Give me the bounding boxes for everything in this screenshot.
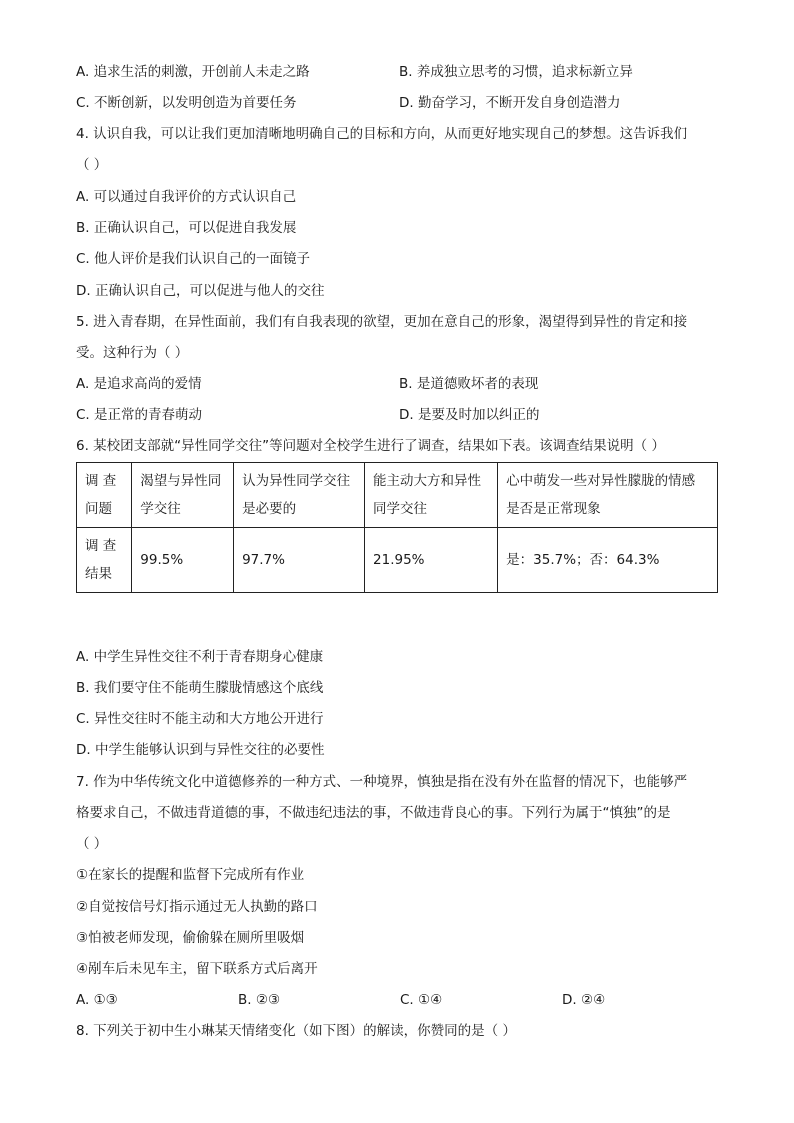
q7-item-1: ①在家长的提醒和监督下完成所有作业 [76, 867, 305, 883]
cell-text: 能主动大方和异性 同学交往 [373, 473, 482, 517]
cell-text: 21.95% [373, 552, 425, 568]
table-cell [234, 528, 365, 593]
table-cell [365, 463, 498, 528]
q5-option-b[interactable]: B. 是道德败坏者的表现 [399, 376, 539, 392]
q6-stem: 6. 某校团支部就“异性同学交往”等问题对全校学生进行了调查，结果如下表。该调查结果说明（ ） [76, 438, 665, 454]
table-row [77, 528, 718, 593]
q5-option-c[interactable]: C. 是正常的青春萌动 [76, 407, 203, 423]
q7-option-b[interactable]: B. ②③ [238, 992, 281, 1008]
q6-option-a[interactable]: A. 中学生异性交往不利于青春期身心健康 [76, 649, 324, 665]
q7-stem-line-2: 格要求自己，不做违背道德的事，不做违纪违法的事，不做违背良心的事。下列行为属于“慎独”的是 [76, 805, 671, 821]
table-cell [365, 528, 498, 593]
q4-option-d[interactable]: D. 正确认识自己，可以促进与他人的交往 [76, 283, 325, 299]
q6-option-c[interactable]: C. 异性交往时不能主动和大方地公开进行 [76, 711, 324, 727]
q4-stem-line-1: 4. 认识自我，可以让我们更加清晰地明确自己的目标和方向，从而更好地实现自己的梦想。这告诉我们 [76, 126, 688, 142]
q4-option-c[interactable]: C. 他人评价是我们认识自己的一面镜子 [76, 251, 311, 267]
cell-text: 是：35.7%；否：64.3% [506, 552, 660, 568]
table-cell [132, 528, 234, 593]
table-cell [498, 463, 718, 528]
q4-option-a[interactable]: A. 可以通过自我评价的方式认识自己 [76, 189, 297, 205]
q7-option-c[interactable]: C. ①④ [400, 992, 443, 1008]
cell-text: 调 查 问题 [85, 473, 117, 517]
cell-text: 心中萌发一些对异性朦胧的情感 是否是正常现象 [506, 473, 696, 517]
cell-text: 调 查 结果 [85, 538, 117, 582]
q7-item-3: ③怕被老师发现，偷偷躲在厕所里吸烟 [76, 930, 305, 946]
q5-stem-line-1: 5. 进入青春期，在异性面前，我们有自我表现的欲望，更加在意自己的形象，渴望得到异性的肯定和接 [76, 314, 688, 330]
table-cell [132, 463, 234, 528]
q4-option-b[interactable]: B. 正确认识自己，可以促进自我发展 [76, 220, 297, 236]
q7-option-a[interactable]: A. ①③ [76, 992, 118, 1008]
q8-stem: 8. 下列关于初中生小琳某天情绪变化（如下图）的解读，你赞同的是（ ） [76, 1023, 516, 1039]
cell-text: 认为异性同学交往 是必要的 [242, 473, 351, 517]
q3-option-c[interactable]: C. 不断创新，以发明创造为首要任务 [76, 95, 297, 111]
q3-option-d[interactable]: D. 勤奋学习，不断开发自身创造潜力 [399, 95, 621, 111]
survey-table [76, 462, 718, 593]
q3-option-a[interactable]: A. 追求生活的刺激，开创前人未走之路 [76, 64, 310, 80]
q7-answer-blank: （ ） [76, 836, 108, 852]
table-cell [77, 463, 132, 528]
table-cell [77, 528, 132, 593]
table-cell [498, 528, 718, 593]
q5-option-a[interactable]: A. 是追求高尚的爱情 [76, 376, 202, 392]
q5-option-d[interactable]: D. 是要及时加以纠正的 [399, 407, 540, 423]
q5-stem-line-2: 受。这种行为（ ） [76, 345, 189, 361]
q6-option-d[interactable]: D. 中学生能够认识到与异性交往的必要性 [76, 742, 325, 758]
q4-answer-blank: （ ） [76, 157, 108, 173]
q7-option-d[interactable]: D. ②④ [562, 992, 606, 1008]
cell-text: 97.7% [242, 552, 285, 568]
table-row [77, 463, 718, 528]
q3-option-b[interactable]: B. 养成独立思考的习惯，追求标新立异 [399, 64, 633, 80]
q7-item-2: ②自觉按信号灯指示通过无人执勤的路口 [76, 899, 318, 915]
q7-item-4: ④剐车后未见车主，留下联系方式后离开 [76, 961, 318, 977]
cell-text: 渴望与异性同 学交往 [140, 473, 222, 517]
q6-option-b[interactable]: B. 我们要守住不能萌生朦胧情感这个底线 [76, 680, 324, 696]
cell-text: 99.5% [140, 552, 184, 568]
q7-stem-line-1: 7. 作为中华传统文化中道德修养的一种方式、一种境界，慎独是指在没有外在监督的情况下，也能够严 [76, 774, 688, 790]
table-cell [234, 463, 365, 528]
